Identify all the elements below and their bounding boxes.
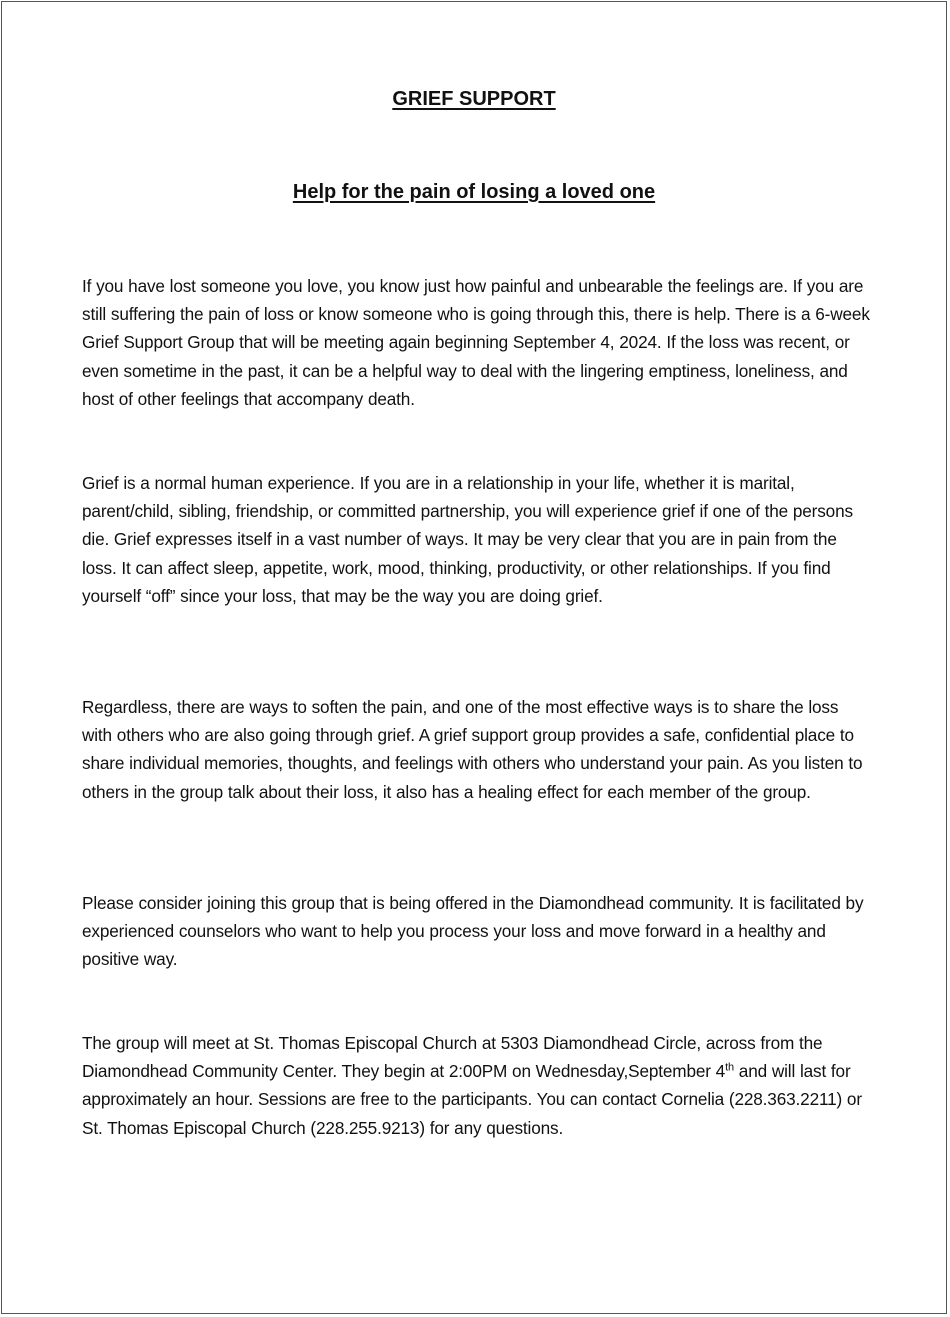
paragraph-join-group: Please consider joining this group that is being offered in the Diamondhead community. It is facilitated by experienced counselors who want to help you process your loss and move forward in a healthy and positive way. [82, 893, 864, 970]
paragraph-soften-pain: Regardless, there are ways to soften the pain, and one of the most effective ways is to share the loss with others who are also going through grief. A grief support group provides a safe, confidential place to share individual memories, thoughts, and feelings with others who understand your pain. As you listen to others in the group talk about their loss, it also has a healing effect for each member of the group. [82, 697, 863, 802]
document-subtitle: Help for the pain of losing a loved one [292, 181, 656, 203]
paragraph-grief-normal: Grief is a normal human experience. If you are in a relationship in your life, whether it is marital, parent/child, sibling, friendship, or committed partnership, you will experience grief if one of the persons die. Grief expresses itself in a vast number of ways. It may be very clear that you are in pain from the loss. It can affect sleep, appetite, work, mood, thinking, productivity, or other relationships. If you find yourself “off” since your loss, that may be the way you are doing grief. [82, 473, 853, 606]
meeting-details-text-end: and will last for approximately an hour. Sessions are free to the participants. You can contact Cornelia (228.363.2211) or St. Thomas Episcopal Church (228.255.9213) for any questions. [82, 1061, 862, 1138]
document-page [1, 1, 947, 1314]
date-ordinal-suffix: th [725, 1061, 734, 1074]
paragraph-intro: If you have lost someone you love, you know just how painful and unbearable the feelings are. If you are still suffering the pain of loss or know someone who is going through this, there is help. There is a 6-week Grief Support Group that will be meeting again beginning September 4, 2024. If the loss was recent, or even sometime in the past, it can be a helpful way to deal with the lingering emptiness, loneliness, and host of other feelings that accompany death. [82, 276, 870, 409]
paragraph-meeting-details [82, 1029, 872, 1142]
document-title: GRIEF SUPPORT [392, 88, 556, 110]
meeting-details-text-start: The group will meet at St. Thomas Episcopal Church at 5303 Diamondhead Circle, across from the Diamondhead Community Center. They begin at 2:00PM on Wednesday,September 4 [82, 1033, 823, 1082]
